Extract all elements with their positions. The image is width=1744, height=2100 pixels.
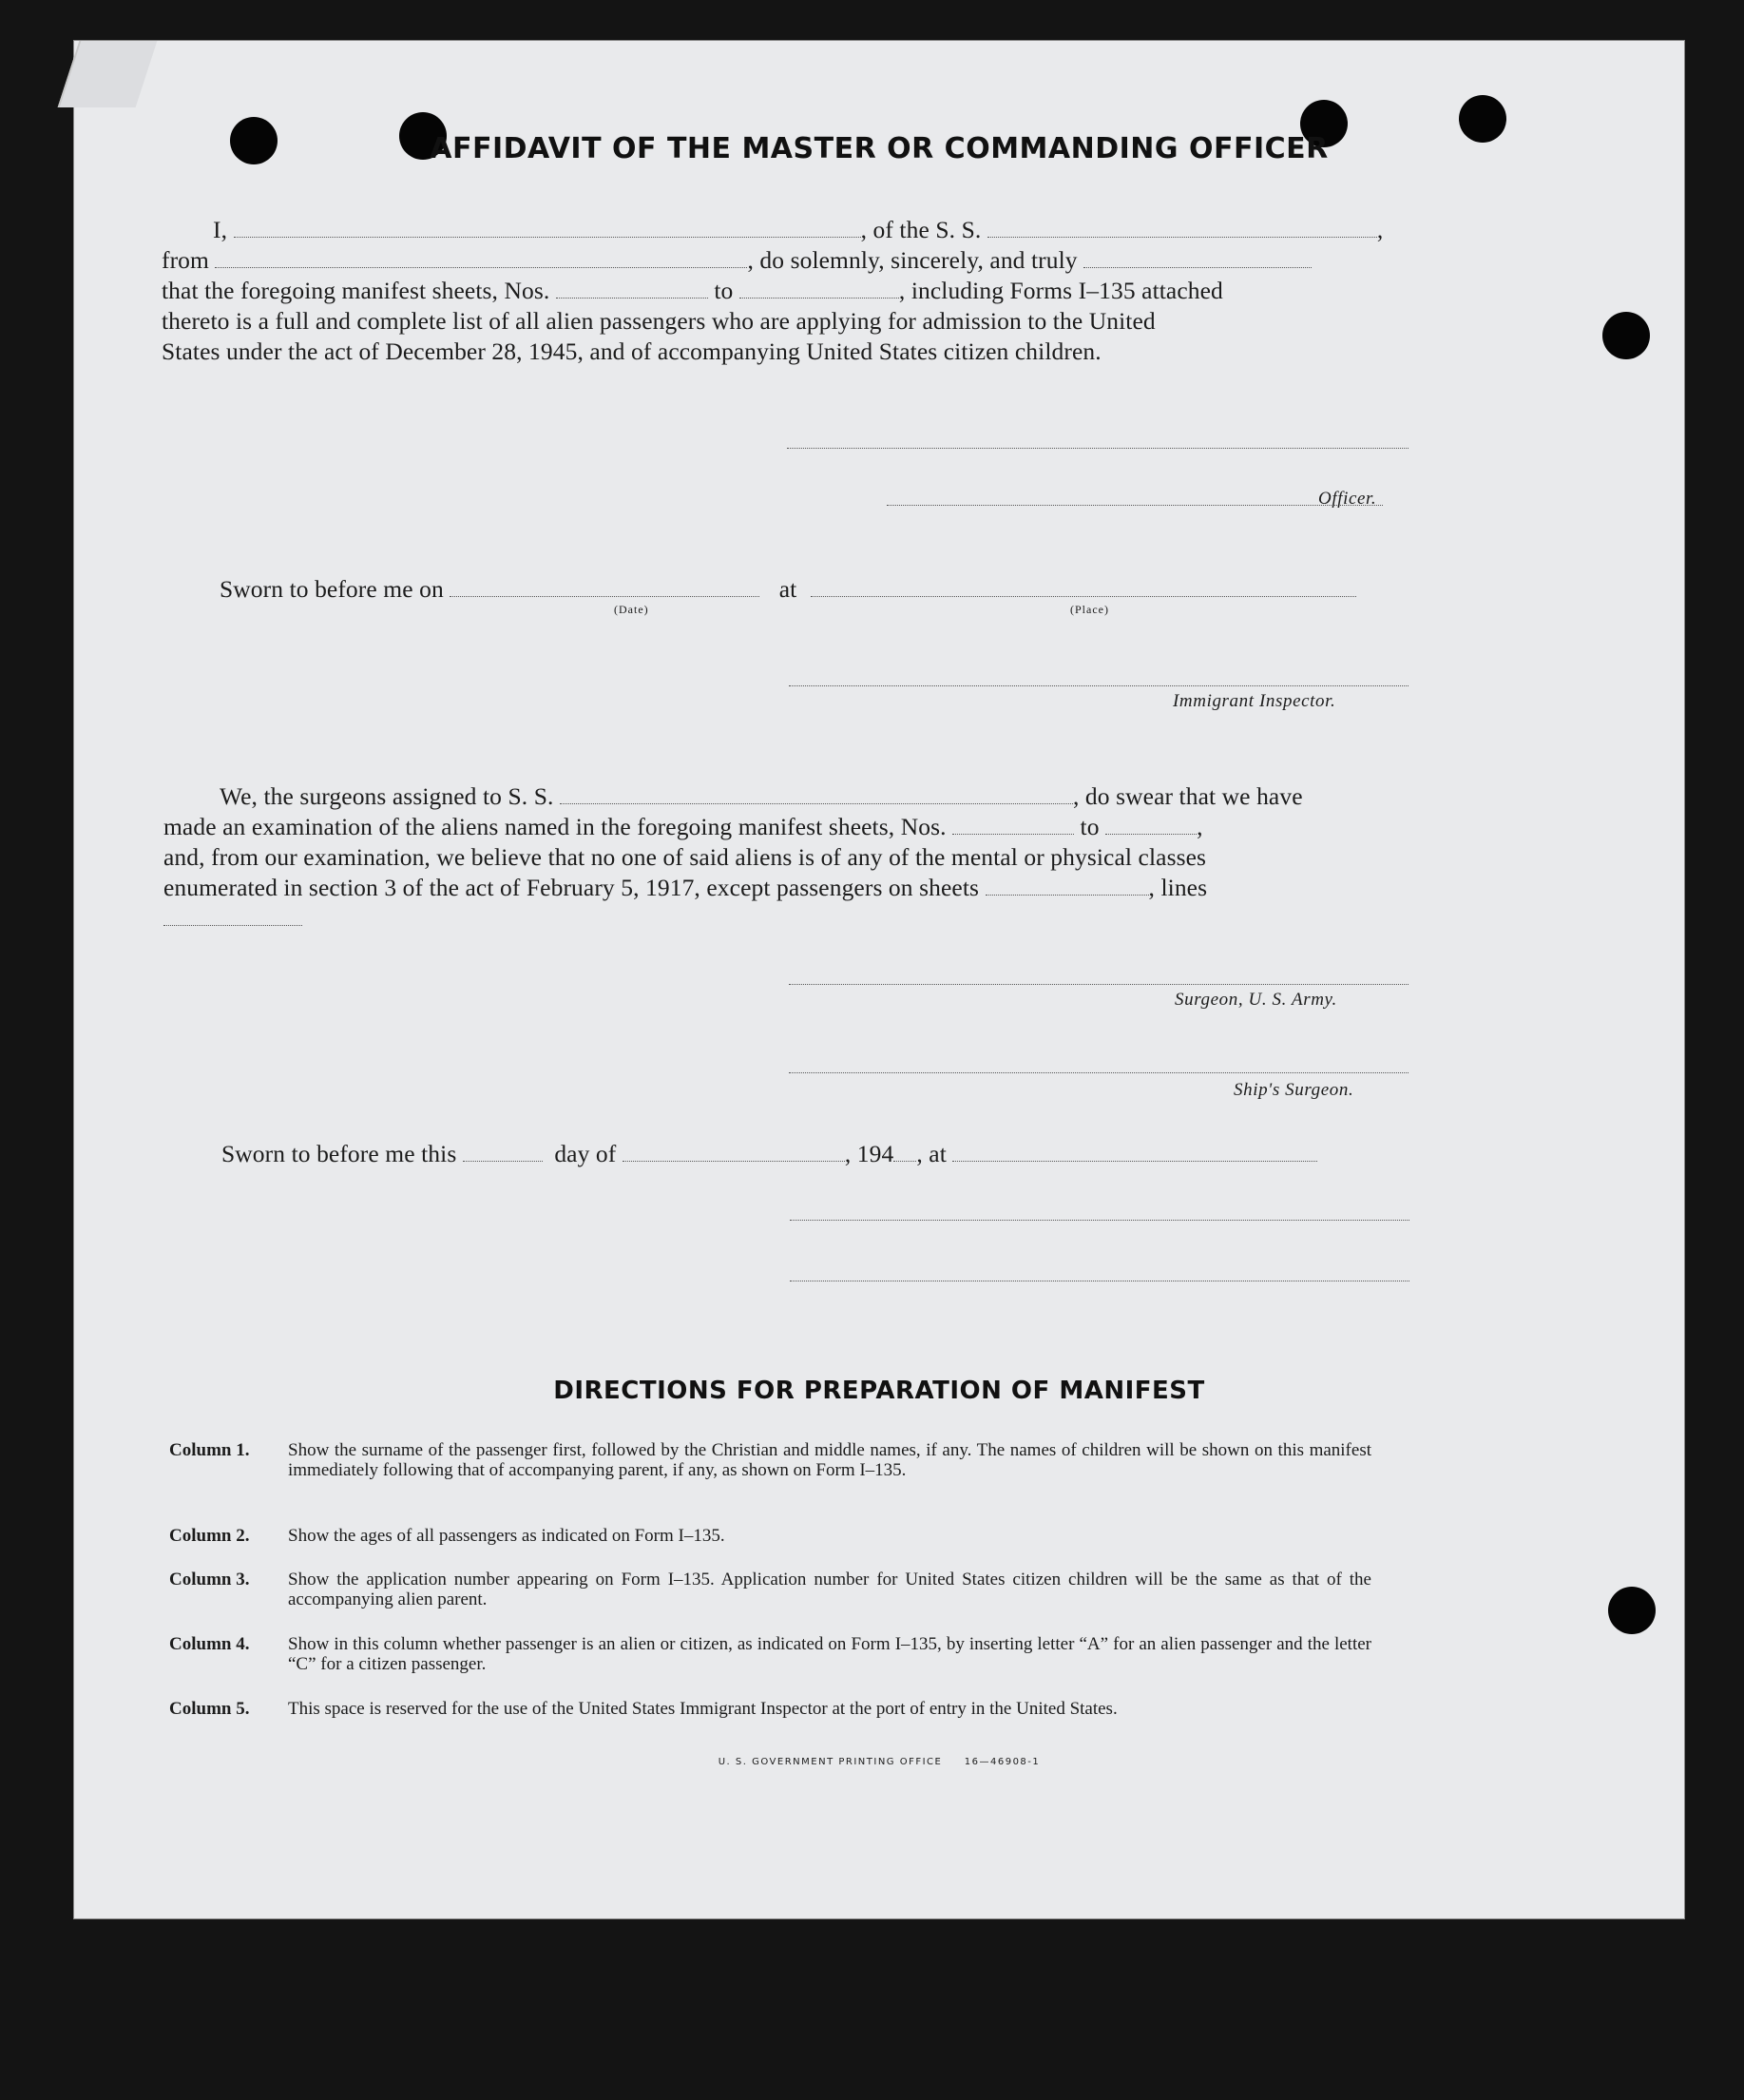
direction-column-3: [169, 1570, 1509, 1611]
sworn-inspector-line: Sworn to before me on at: [220, 575, 1356, 604]
place-caption: (Place): [1070, 603, 1109, 616]
direction-label: Column 5.: [169, 1699, 250, 1719]
direction-column-1: [169, 1440, 1509, 1497]
officer-caption: Officer.: [1318, 489, 1377, 509]
officer-signature-line-1: [787, 448, 1409, 449]
ship-surgeon-caption: Ship's Surgeon.: [1234, 1080, 1354, 1100]
ship-surgeon-signature-line: [789, 1072, 1409, 1073]
direction-column-2: [169, 1526, 1509, 1549]
direction-text: Show the application number appearing on Form I–135. Application number for United States citizen children will be the same as that of the accompanying alien parent.: [288, 1570, 1371, 1609]
direction-label: Column 3.: [169, 1570, 250, 1589]
surgeons-line-2: made an examination of the aliens named in the foregoing manifest sheets, Nos. to ,: [163, 813, 1203, 840]
date-caption: (Date): [614, 603, 649, 616]
affidavit-line-2: from , do solemnly, sincerely, and truly: [162, 246, 1312, 275]
affidavit-line-3: that the foregoing manifest sheets, Nos. to , including Forms I–135 attached: [162, 277, 1223, 304]
direction-text: Show in this column whether passenger is an alien or citizen, as indicated on Form I–135, by inserting letter “A” for an alien passenger and the letter “C” for a citizen passenger.: [288, 1634, 1371, 1674]
directions-title: DIRECTIONS FOR PREPARATION OF MANIFEST: [553, 1377, 1205, 1405]
direction-text: Show the ages of all passengers as indicated on Form I–135.: [288, 1526, 725, 1546]
direction-label: Column 1.: [169, 1440, 250, 1460]
army-surgeon-caption: Surgeon, U. S. Army.: [1175, 990, 1337, 1010]
surgeons-line-3: and, from our examination, we believe that no one of said aliens is of any of the mental or physical classes: [163, 843, 1207, 871]
affidavit-title: AFFIDAVIT OF THE MASTER OR COMMANDING OFFICER: [430, 132, 1329, 165]
inspector-caption: Immigrant Inspector.: [1173, 691, 1336, 711]
direction-label: Column 4.: [169, 1634, 250, 1654]
surgeons-lines-continuation: [163, 925, 302, 926]
surgeons-line-1: We, the surgeons assigned to S. S. , do swear that we have: [220, 782, 1303, 810]
officer-signature-line-2: [887, 505, 1383, 506]
punch-hole: [1602, 312, 1650, 359]
punch-hole: [1608, 1587, 1656, 1634]
army-surgeon-signature-line: [789, 984, 1409, 985]
affidavit-line-1: I, , of the S. S. ,: [213, 216, 1384, 243]
inspector-signature-line: [789, 685, 1409, 686]
direction-text: This space is reserved for the use of the United States Immigrant Inspector at the port of entry in the United States.: [288, 1699, 1118, 1719]
direction-label: Column 2.: [169, 1526, 250, 1546]
form-page: [74, 41, 1684, 1918]
sworn-surgeons-signature-line-1: [790, 1220, 1409, 1221]
printer-imprint: U. S. GOVERNMENT PRINTING OFFICE 16—46908-1: [718, 1757, 1041, 1767]
surgeons-line-4: enumerated in section 3 of the act of February 5, 1917, except passengers on sheets , lines: [163, 874, 1208, 901]
sworn-surgeons-line: Sworn to before me this day of , 194 , at: [221, 1140, 1317, 1168]
direction-text: Show the surname of the passenger first, followed by the Christian and middle names, if any. The names of children will be shown on this manifest immediately following that of accompanying parent, if any, as shown on Form I–135.: [288, 1440, 1371, 1480]
affidavit-line-4: thereto is a full and complete list of all alien passengers who are applying for admission to the United: [162, 307, 1156, 335]
direction-column-5: [169, 1699, 1509, 1741]
direction-column-4: [169, 1634, 1509, 1676]
affidavit-line-5: States under the act of December 28, 1945, and of accompanying United States citizen children.: [162, 337, 1102, 365]
